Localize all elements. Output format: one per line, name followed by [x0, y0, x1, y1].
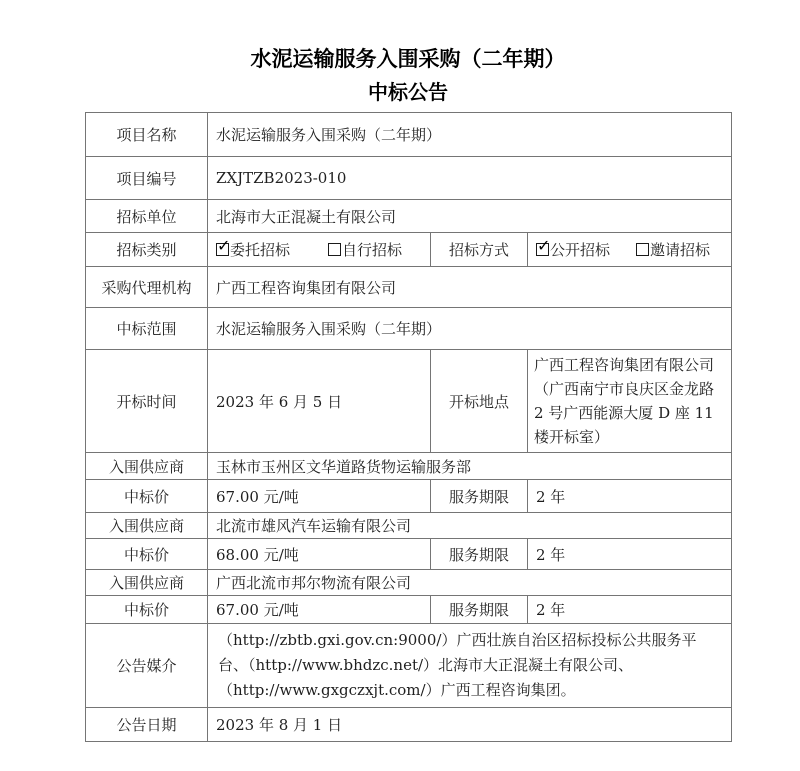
service-term-label: 服务期限 [431, 539, 528, 570]
announcement-table [85, 112, 732, 742]
row-scope [86, 308, 732, 350]
supplier-price-row [86, 480, 732, 513]
checkbox-option-label: 自行招标 [342, 241, 403, 259]
doc-title-line2: 中标公告 [368, 80, 448, 104]
scope-label: 中标范围 [86, 308, 208, 350]
service-term-value: 2 年 [528, 480, 732, 513]
tender-unit-label: 招标单位 [86, 200, 208, 233]
project-code-label: 项目编号 [86, 157, 208, 200]
supplier-name-value: 玉林市玉州区文华道路货物运输服务部 [208, 453, 732, 480]
supplier-name-label: 入围供应商 [86, 513, 208, 539]
doc-title-line1: 水泥运输服务入围采购（二年期） [250, 46, 566, 71]
row-tender-unit [86, 200, 732, 233]
date-label: 公告日期 [86, 708, 208, 742]
supplier-price-row [86, 596, 732, 624]
row-project-name [86, 113, 732, 157]
row-date [86, 708, 732, 742]
tender-category-label: 招标类别 [86, 233, 208, 267]
bid-price-label: 中标价 [86, 480, 208, 513]
checkbox-checked-icon: ✓ [217, 236, 231, 255]
open-place-value: 广西工程咨询集团有限公司（广西南宁市良庆区金龙路 2 号广西能源大厦 D 座 11 楼开标室） [528, 350, 732, 453]
checkbox-unchecked-icon [328, 243, 341, 256]
checkbox-option-open-tender [536, 236, 611, 260]
row-agency [86, 267, 732, 308]
service-term-label: 服务期限 [431, 596, 528, 624]
supplier-name-value: 北流市雄风汽车运输有限公司 [208, 513, 732, 539]
bid-price-value: 67.00 元/吨 [208, 480, 431, 513]
supplier-name-row [86, 570, 732, 596]
date-value: 2023 年 8 月 1 日 [208, 708, 732, 742]
row-media [86, 624, 732, 708]
tender-category-options [208, 233, 431, 267]
checkbox-option-label: 委托招标 [230, 241, 291, 259]
agency-label: 采购代理机构 [86, 267, 208, 308]
row-project-code [86, 157, 732, 200]
supplier-name-row [86, 513, 732, 539]
media-label: 公告媒介 [86, 624, 208, 708]
project-code-value: ZXJTZB2023-010 [208, 157, 732, 200]
supplier-name-label: 入围供应商 [86, 570, 208, 596]
supplier-name-row [86, 453, 732, 480]
checkbox-option-delegated-tender [216, 236, 291, 260]
scope-value: 水泥运输服务入围采购（二年期） [208, 308, 732, 350]
row-opening [86, 350, 732, 453]
project-name-label: 项目名称 [86, 113, 208, 157]
checkbox-option-invited-tender [636, 239, 710, 260]
bid-price-value: 68.00 元/吨 [208, 539, 431, 570]
checkbox-unchecked-icon [636, 243, 649, 256]
media-value: （http://zbtb.gxi.gov.cn:9000/）广西壮族自治区招标投标公共服务平台、（http://www.bhdzc.net/）北海市大正混凝土有限公司、（http://www.gxgczxjt.com/）广西工程咨询集团。 [208, 624, 732, 708]
checkbox-option-self-tender [328, 239, 402, 260]
agency-value: 广西工程咨询集团有限公司 [208, 267, 732, 308]
open-place-label: 开标地点 [431, 350, 528, 453]
bid-price-label: 中标价 [86, 539, 208, 570]
project-name-value: 水泥运输服务入围采购（二年期） [208, 113, 732, 157]
service-term-label: 服务期限 [431, 480, 528, 513]
checkbox-option-label: 公开招标 [550, 241, 611, 259]
open-time-label: 开标时间 [86, 350, 208, 453]
supplier-price-row [86, 539, 732, 570]
tender-method-label: 招标方式 [431, 233, 528, 267]
tender-unit-value: 北海市大正混凝土有限公司 [208, 200, 732, 233]
bid-price-value: 67.00 元/吨 [208, 596, 431, 624]
bid-price-label: 中标价 [86, 596, 208, 624]
service-term-value: 2 年 [528, 539, 732, 570]
checkbox-option-label: 邀请招标 [650, 241, 711, 259]
service-term-value: 2 年 [528, 596, 732, 624]
supplier-name-label: 入围供应商 [86, 453, 208, 480]
checkbox-checked-icon: ✓ [537, 236, 551, 255]
open-time-value: 2023 年 6 月 5 日 [208, 350, 431, 453]
row-tender-category [86, 233, 732, 267]
document-page [85, 0, 731, 742]
tender-method-options [528, 233, 732, 267]
supplier-name-value: 广西北流市邦尔物流有限公司 [208, 570, 732, 596]
